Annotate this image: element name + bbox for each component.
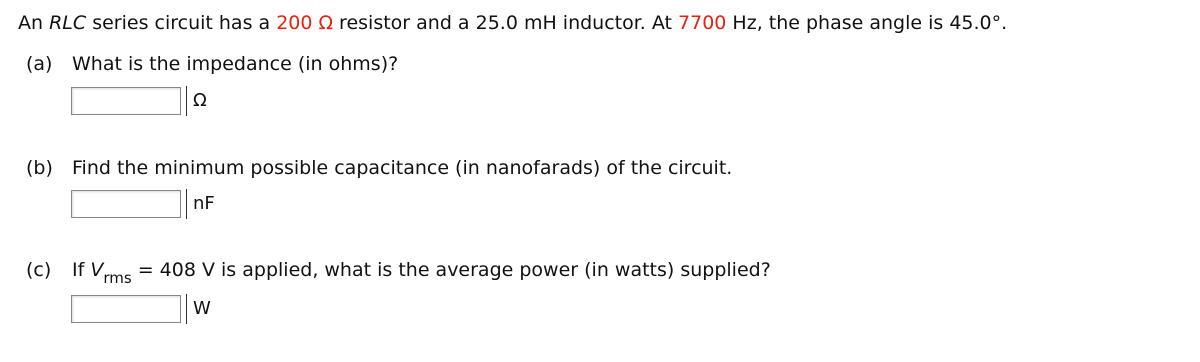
nanofarad-unit-label: nF [186,189,215,219]
part-b-answer-row [71,189,215,219]
vrms-symbol: V [90,259,104,281]
part-c-question [26,256,771,285]
part-a-text: What is the impedance (in ohms)? [72,53,399,75]
part-b-letter: (b) [26,157,53,179]
capacitance-input[interactable] [71,190,181,218]
rlc-label: RLC [49,12,87,34]
part-b-text: Find the minimum possible capacitance (in nanofarads) of the circuit. [72,157,733,179]
power-input[interactable] [71,295,181,323]
intro-text-4: Hz, the phase angle is 45.0°. [726,12,1008,34]
part-c-letter: (c) [26,259,52,281]
part-c-suffix: = 408 V is applied, what is the average power (in watts) supplied? [131,259,771,281]
part-c-answer-row [71,294,211,324]
part-a-answer-row [71,86,207,116]
vrms-subscript: rms [103,269,132,287]
part-b-question [26,154,732,182]
intro-text-2: series circuit has a [86,12,277,34]
resistance-value: 200 Ω [276,12,334,34]
problem-statement [18,9,1007,37]
watt-unit-label: W [186,294,211,324]
impedance-input[interactable] [71,87,181,115]
ohm-unit-label: Ω [186,86,207,116]
part-a-question [26,50,398,78]
part-c-prefix: If [72,259,91,281]
intro-text-1: An [18,12,50,34]
intro-text-3: resistor and a 25.0 mH inductor. At [333,12,679,34]
part-a-letter: (a) [26,53,53,75]
frequency-value: 7700 [678,12,727,34]
